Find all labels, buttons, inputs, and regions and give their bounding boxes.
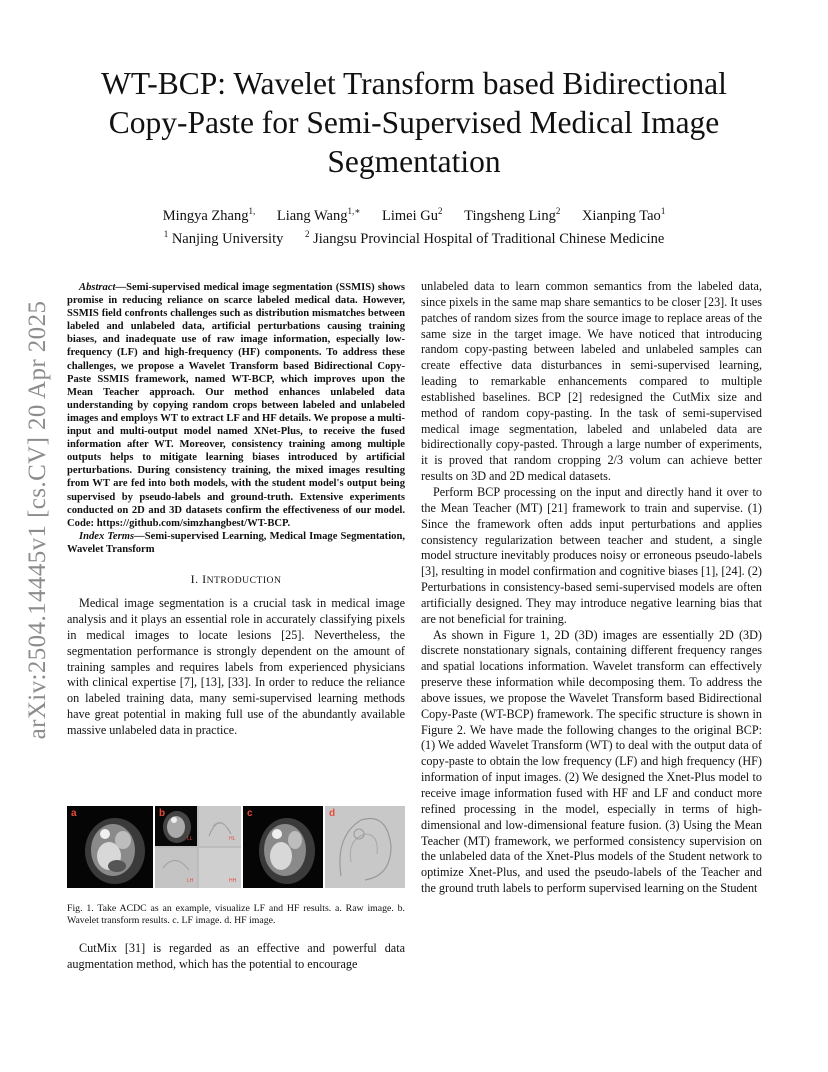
lf-image bbox=[243, 806, 323, 888]
title-line: Copy-Paste for Semi-Supervised Medical Image bbox=[108, 105, 720, 140]
author-list bbox=[60, 202, 768, 225]
subband-label: HL bbox=[229, 836, 236, 842]
author-block bbox=[60, 202, 768, 248]
subband-label: HH bbox=[229, 878, 237, 884]
author: Mingya Zhang$^{1,}$ bbox=[162, 206, 256, 224]
figure-caption: Fig. 1. Take ACDC as an example, visualize LF and HF results. a. Raw image. b. Wavelet transform results. c. LF image. d. HF image. bbox=[67, 903, 405, 926]
figure-panel-hf-image bbox=[325, 806, 405, 888]
affiliation-list bbox=[60, 225, 768, 248]
paragraph: unlabeled data to learn common semantics from the labeled data, since pixels in the same map share semantics to be closer [23]. It uses patches of random sizes from the source image to replace areas of the same size in the target image. We have noticed that introducing random copy-pasting between labeled and unlabeled samples can create effective data disturbances in semi-supervised learning, leading to remarkable enhancements compared to multiple established baselines. BCP [2] redesigned the CutMix size and method of random copy-pasting. In the task of semi-supervised medical image segmentation, labeled and unlabeled data are bidirectionally copy-pasted. Through a large number of experiments, it is proved that random cropping 2/3 volum can achieve better results on 3D and 2D medical datasets. bbox=[421, 279, 762, 484]
paragraph: As shown in Figure 1, 2D (3D) images are essentially 2D (3D) discrete nonstationary signals, containing different frequency ranges and spatial locations information. Wavelet transform can effectively preserve these information while decomposing them. To address the above issues, we propose the Wavelet Transform based Bidirectional Copy-Paste (WT-BCP) framework. The specific structure is shown in Figure 2. We have made the following changes to the original BCP: (1) We added Wavelet Transform (WT) to deal with the output data of copy-paste to obtain the low frequency (LF) and high frequency (HF) information of input images. (2) We designed the Xnet-Plus model to receive image information fused with HF and LF and conduct more refined processing in the model, especially in terms of high-dimensional and low-dimensional feature fusion. (3) Using the Mean Teacher (MT) framework, we performed consistency supervision on the unlabeled data of the Xnet-Plus models of the Student network to optimize Xnet-Plus, and used the pseudo-labels of the Teacher and the ground truth labels to perform supervised learning on the Student bbox=[421, 627, 762, 896]
panel-label: a bbox=[71, 808, 77, 819]
intro-paragraph: Medical image segmentation is a crucial task in medical image analysis and it plays an essential role in accurately classifying pixels in medical images to locate lesions [25]. Nevertheless, the segmentation performance is strongly dependent on the amount of training samples and requires labels from experienced physicians with clinical expertise [7], [13], [33]. In order to reduce the reliance on labeled training data, many semi-supervised learning methods have great potential in making full use of the abundantly available massive unlabeled data in practice. bbox=[67, 595, 405, 738]
figure-panel-wavelet bbox=[155, 806, 241, 888]
figure-panel-lf-image bbox=[243, 806, 323, 888]
left-bottom-paragraph bbox=[67, 941, 405, 973]
author: Tingsheng Ling$^2$ bbox=[464, 206, 561, 224]
right-column bbox=[421, 279, 762, 897]
panel-label: d bbox=[329, 808, 336, 819]
author: Xianping Tao$^1$ bbox=[581, 206, 666, 224]
section-heading: I. INTRODUCTION bbox=[190, 571, 282, 586]
affiliation: $^2$ Jiangsu Provincial Hospital of Traditional Chinese Medicine bbox=[305, 228, 665, 247]
figure-1 bbox=[67, 806, 405, 888]
arxiv-stamp bbox=[18, 282, 58, 758]
hf-image bbox=[325, 806, 405, 888]
subband-label: LL bbox=[187, 836, 193, 842]
subband-label: LH bbox=[187, 878, 194, 884]
author: Limei Gu$^2$ bbox=[382, 206, 443, 224]
panel-label: c bbox=[247, 808, 253, 819]
figure-panel-raw-image bbox=[67, 806, 153, 888]
index-terms-label: Index Terms bbox=[79, 530, 135, 542]
arxiv-id: arXiv:2504.14445v1 [cs.CV] 20 Apr 2025 bbox=[24, 300, 51, 740]
index-terms bbox=[67, 530, 405, 556]
affiliation: $^1$ Nanjing University bbox=[163, 228, 284, 247]
panel-label: b bbox=[159, 808, 166, 819]
paper-title bbox=[60, 64, 768, 181]
left-column bbox=[67, 281, 405, 739]
title-line: WT-BCP: Wavelet Transform based Bidirectional bbox=[101, 66, 727, 101]
paragraph: CutMix [31] is regarded as an effective and powerful data augmentation method, which has the potential to encourage bbox=[67, 941, 405, 971]
paragraph: Perform BCP processing on the input and directly hand it over to the Mean Teacher (MT) [21] framework to train and supervise. (1) Since the framework often adds input perturbations and applies consistency regularization between teacher and student, a single model structure inevitably produces noisy or erroneous pseudo-labels [3], resulting in model confirmation and cognitive biases [1], [24]. (2) Perturbations in consistency-based semi-supervised models are often artificially designed. They may introduce negative learning bias that are not beneficial for training. bbox=[421, 484, 762, 626]
abstract bbox=[67, 281, 405, 530]
title-line: Segmentation bbox=[327, 144, 501, 179]
mri-image bbox=[67, 806, 153, 888]
author: Liang Wang$^{1,∗}$ bbox=[276, 206, 361, 224]
abstract-label: Abstract bbox=[79, 282, 116, 293]
abstract-text: —Semi-supervised medical image segmentation (SSMIS) shows promise in reducing reliance on scarce labeled medical data. However, SSMIS field confronts challenges such as distribution mismatches between labeled and unlabeled data, artificial perturbations causing training biases, and inadequate use of raw image information, especially low-frequency (LF) and high-frequency (HF) components. To address these challenges, we propose a Wavelet Transform based Bidirectional Copy-Paste SSMIS framework, named WT-BCP, which improves upon the Mean Teacher approach. Our method enhances unlabeled data understanding by copying random crops between labeled and unlabeled images and employs WT to extract LF and HF details. We propose a multi-input and multi-output model named XNet-Plus, to receive the fused information after WT. Moreover, consistency training among multiple outputs helps to mitigate learning biases introduced by artificial perturbations. During consistency training, the mixed images resulting from WT are fed into both models, with the student model's output being supervised by pseudo-labels and ground-truth. Extensive experiments conducted on 2D and 3D datasets confirm the effectiveness of our model. Code: https://github.com/simzhangbest/WT-BCP. bbox=[67, 282, 405, 529]
index-terms-text: —Semi-supervised Learning, Medical Image Segmentation, Wavelet Transform bbox=[67, 530, 405, 555]
